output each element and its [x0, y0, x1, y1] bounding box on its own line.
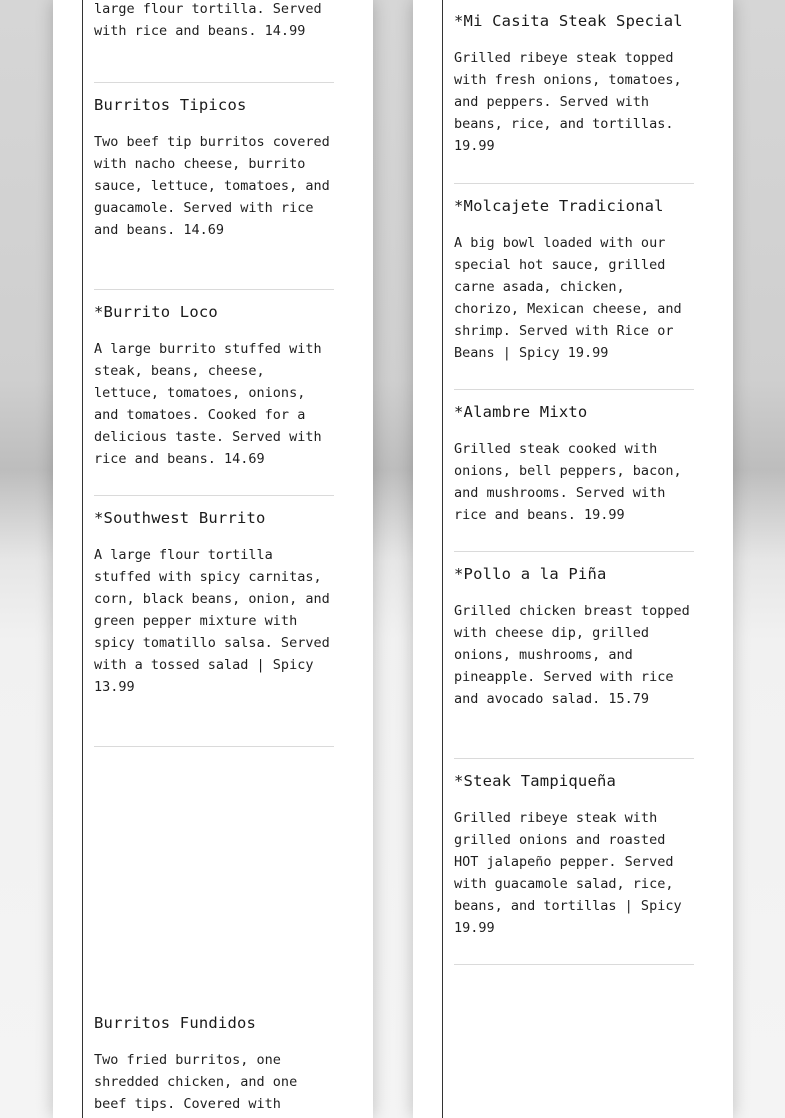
menu-item-name: *Pollo a la Piña — [454, 565, 607, 583]
menu-item-description: Two fried burritos, one shredded chicken, and one beef tips. Covered with — [94, 1052, 298, 1112]
menu-item-burritos-tipicos — [94, 95, 334, 241]
divider — [454, 183, 694, 184]
column-rule — [82, 0, 83, 1118]
divider — [454, 551, 694, 552]
menu-item-description: A large flour tortilla stuffed with spicy carnitas, corn, black beans, onion, and green pepper mixture with spicy tomatillo salsa. Served with a tossed salad | Spicy 13.99 — [94, 547, 330, 695]
menu-item-name: Burritos Fundidos — [94, 1014, 257, 1032]
menu-item-description: Grilled chicken breast topped with cheese dip, grilled onions, mushrooms, and pineapple. Served with rice and avocado salad. 15.79 — [454, 603, 690, 707]
menu-panel-right — [413, 0, 733, 1118]
menu-item-name: *Steak Tampiqueña — [454, 772, 617, 790]
menu-item-pollo-a-la-pina — [454, 564, 694, 710]
menu-item-description: Grilled ribeye steak with grilled onions and roasted HOT jalapeño pepper. Served with guacamole salad, rice, beans, and tortillas | Spicy 19.99 — [454, 810, 682, 936]
menu-item-burrito-loco — [94, 302, 334, 470]
menu-item-steak-tampiquena — [454, 771, 694, 939]
menu-item-name: *Molcajete Tradicional — [454, 197, 664, 215]
column-rule — [442, 0, 443, 1118]
divider — [94, 495, 334, 496]
menu-item-description: A large burrito stuffed with steak, beans, cheese, lettuce, tomatoes, onions, and tomatoes. Cooked for a delicious taste. Served with rice and beans. 14.69 — [94, 341, 322, 467]
menu-item-description: A big bowl loaded with our special hot sauce, grilled carne asada, chicken, chorizo, Mexican cheese, and shrimp. Served with Rice or Beans | Spicy 19.99 — [454, 235, 682, 361]
menu-item-name: *Mi Casita Steak Special — [454, 12, 683, 30]
menu-item-truncated-top — [94, 0, 334, 42]
menu-item-southwest-burrito — [94, 508, 334, 698]
divider — [94, 289, 334, 290]
menu-item-mi-casita-steak-special — [454, 11, 694, 157]
menu-panel-left — [53, 0, 373, 1118]
menu-item-name: Burritos Tipicos — [94, 96, 247, 114]
menu-item-description: Two beef tip burritos covered with nacho cheese, burrito sauce, lettuce, tomatoes, and guacamole. Served with rice and beans. 14.69 — [94, 134, 330, 238]
menu-item-description: Grilled steak cooked with onions, bell peppers, bacon, and mushrooms. Served with rice and beans. 19.99 — [454, 441, 682, 523]
menu-item-name: *Burrito Loco — [94, 303, 218, 321]
menu-item-alambre-mixto — [454, 402, 694, 526]
divider — [94, 746, 334, 747]
menu-item-molcajete-tradicional — [454, 196, 694, 364]
divider — [454, 758, 694, 759]
divider — [454, 964, 694, 965]
menu-item-name: *Southwest Burrito — [94, 509, 266, 527]
divider — [94, 82, 334, 83]
menu-item-description: large flour tortilla. Served with rice and beans. 14.99 — [94, 1, 322, 39]
menu-item-burritos-fundidos — [94, 1013, 334, 1115]
menu-item-description: Grilled ribeye steak topped with fresh onions, tomatoes, and peppers. Served with beans, rice, and tortillas. 19.99 — [454, 50, 682, 154]
menu-item-name: *Alambre Mixto — [454, 403, 588, 421]
divider — [454, 389, 694, 390]
